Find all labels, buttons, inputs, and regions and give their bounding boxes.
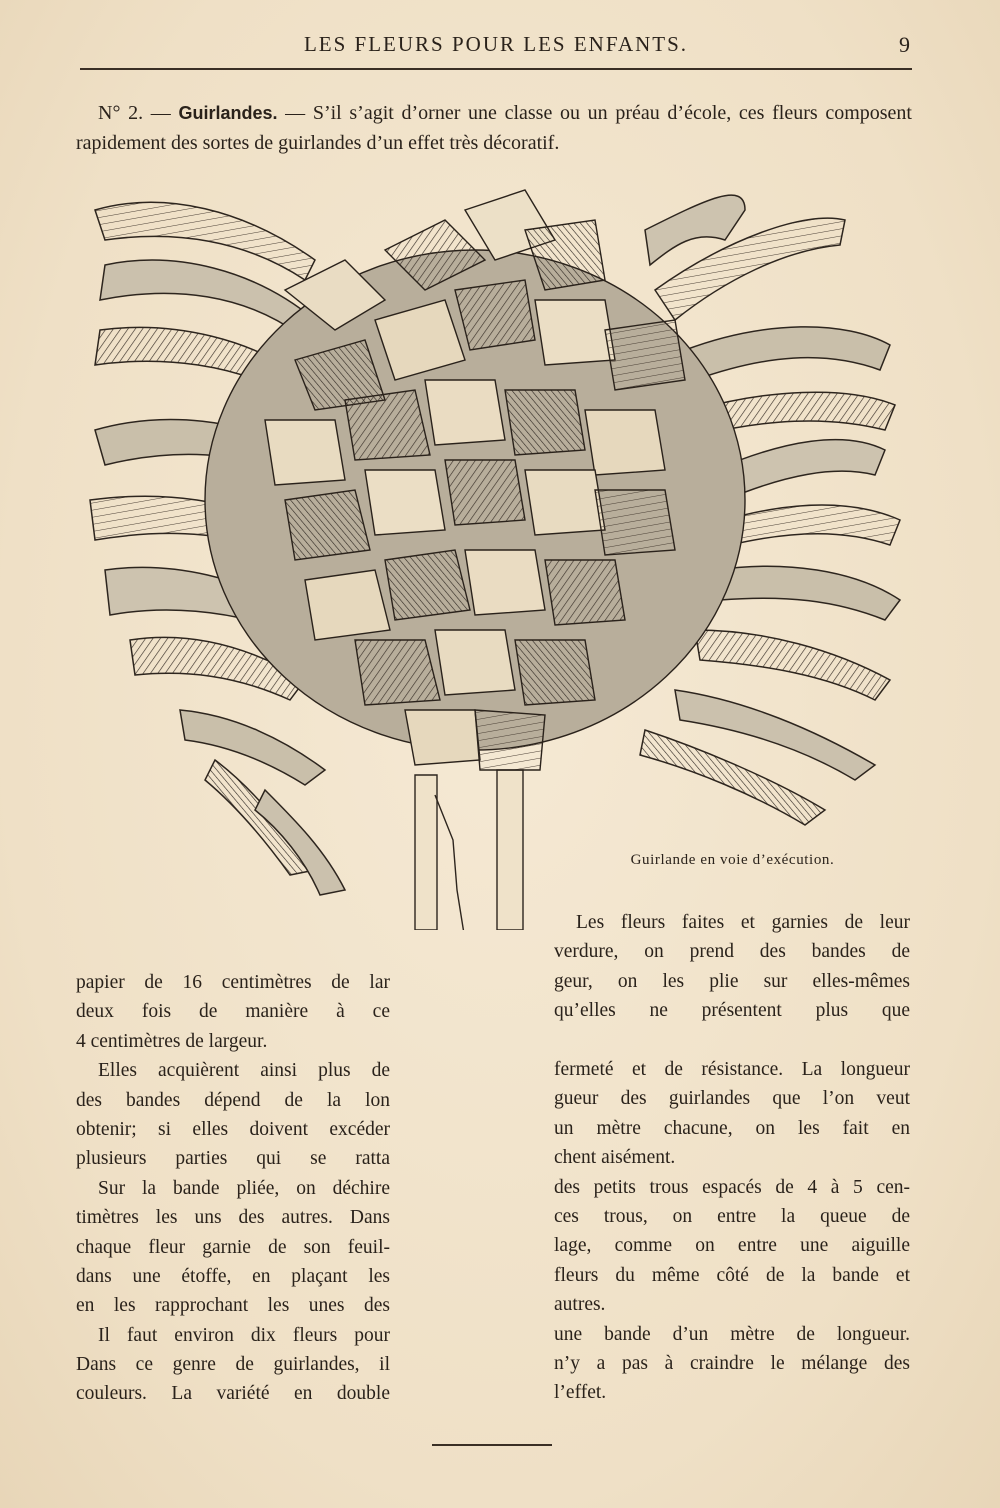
text-line: n’y a pas à craindre le mélange des xyxy=(554,1352,910,1374)
text-line: Dans ce genre de guirlandes, il xyxy=(76,1354,390,1376)
footer-rule xyxy=(432,1444,552,1446)
garland-flower-engraving xyxy=(85,170,915,930)
text-line: chaque fleur garnie de son feuil- xyxy=(76,1236,390,1258)
text-line: en les rapprochant les unes des xyxy=(76,1295,390,1317)
text-line: lage, comme on entre une aiguille xyxy=(554,1235,910,1257)
text-line: Les fleurs faites et garnies de leur xyxy=(576,912,910,933)
text-line: fermeté et de résistance. La longueur xyxy=(554,1059,910,1080)
text-line: geur, on les plie sur elles-mêmes xyxy=(554,970,910,992)
text-line: gueur des guirlandes que l’on veut xyxy=(554,1088,910,1110)
intro-text: — S’il s’agit d’orner une classe ou un préau d’école, ces fleurs composent rapidement des sortes de guirlandes d’un effet très décoratif. xyxy=(76,102,912,154)
text-line: qu’elles ne présentent plus que xyxy=(554,1000,910,1022)
text-line: un mètre chacune, on les fait en xyxy=(554,1117,910,1139)
text-line: Il faut environ dix fleurs pour xyxy=(98,1324,390,1346)
text-line: verdure, on prend des bandes de xyxy=(554,941,910,963)
text-line: deux fois de manière à ce xyxy=(76,1001,390,1023)
text-line: 4 centimètres de largeur. xyxy=(76,1030,268,1052)
text-line: couleurs. La variété en double xyxy=(76,1383,390,1405)
text-line: timètres les uns des autres. Dans xyxy=(76,1207,390,1229)
section-number: N° 2. — xyxy=(98,102,171,124)
text-line: chent aisément. xyxy=(554,1147,676,1169)
text-line: fleurs du même côté de la bande et xyxy=(554,1264,910,1286)
right-column-top xyxy=(554,908,910,1026)
text-line: l’effet. xyxy=(554,1382,607,1404)
header-rule xyxy=(80,68,912,70)
intro-paragraph xyxy=(76,98,912,158)
text-line: Sur la bande pliée, on déchire xyxy=(98,1177,390,1199)
running-head xyxy=(80,32,912,62)
section-heading: Guirlandes. xyxy=(178,103,278,123)
text-line: Elles acquièrent ainsi plus de xyxy=(98,1060,390,1082)
text-line: obtenir; si elles doivent excéder xyxy=(76,1118,390,1140)
text-line: papier de 16 centimètres de lar xyxy=(76,972,390,993)
left-column xyxy=(76,968,390,1409)
text-line: une bande d’un mètre de longueur. xyxy=(554,1323,910,1345)
text-line: autres. xyxy=(554,1294,606,1316)
text-line: des petits trous espacés de 4 à 5 cen- xyxy=(554,1176,910,1198)
page-number: 9 xyxy=(899,32,912,57)
paper-strip xyxy=(415,770,523,930)
figure-caption: Guirlande en voie d’exécution. xyxy=(630,852,835,868)
text-line: des bandes dépend de la lon xyxy=(76,1089,390,1111)
text-line: ces trous, on entre la queue de xyxy=(554,1205,910,1227)
right-column-bottom xyxy=(554,1055,910,1408)
running-title: LES FLEURS POUR LES ENFANTS. xyxy=(303,32,689,56)
text-line: plusieurs parties qui se ratta xyxy=(76,1148,390,1170)
text-line: dans une étoffe, en plaçant les xyxy=(76,1265,390,1287)
